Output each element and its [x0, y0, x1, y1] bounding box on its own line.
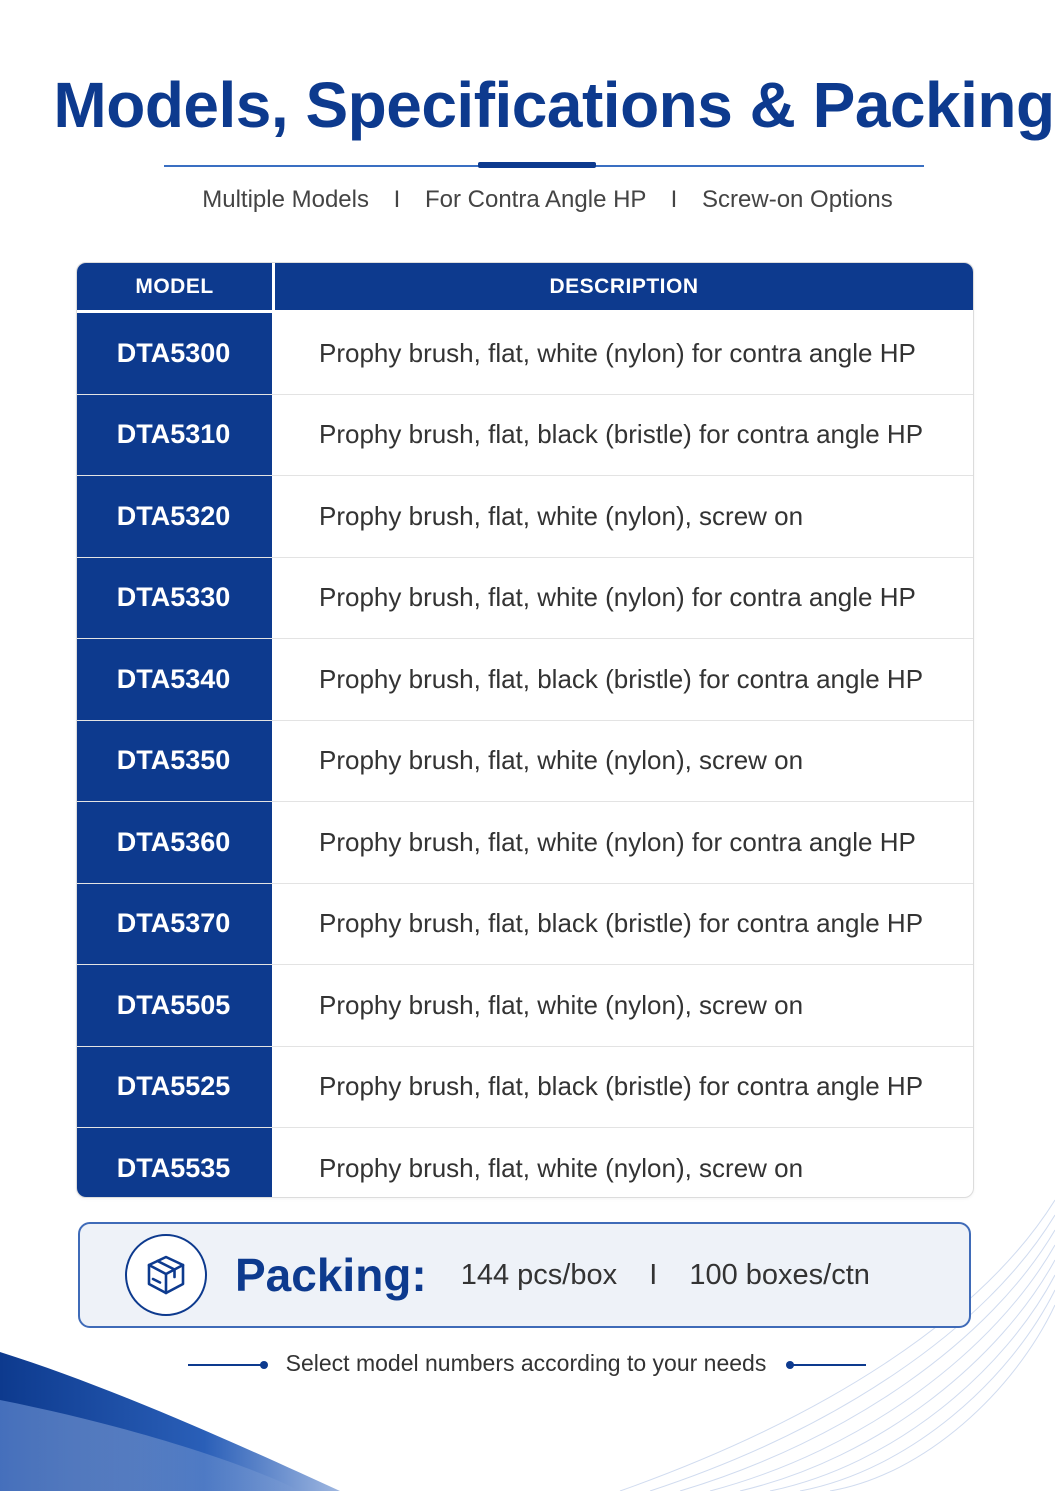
description-cell: Prophy brush, flat, white (nylon) for contra angle HP: [319, 582, 916, 613]
subtitle-item-screw-on: Screw-on Options: [702, 186, 893, 213]
description-cell: Prophy brush, flat, white (nylon) for contra angle HP: [319, 337, 916, 368]
description-cell: Prophy brush, flat, black (bristle) for contra angle HP: [319, 908, 924, 939]
packing-quantities: [461, 1259, 870, 1292]
table-header: [77, 263, 973, 310]
subtitle-item-models: Multiple Models: [202, 186, 369, 213]
description-cell: Prophy brush, flat, white (nylon), screw on: [319, 989, 804, 1020]
model-cell: DTA5360: [77, 802, 275, 883]
table-row: [77, 313, 973, 394]
subtitle-separator: I: [670, 186, 678, 213]
description-cell: Prophy brush, flat, white (nylon), screw on: [319, 745, 804, 776]
table-body: [77, 310, 973, 1198]
table-row: [77, 720, 973, 802]
table-row: [77, 638, 973, 720]
box-icon: [125, 1234, 207, 1316]
table-row: [77, 394, 973, 476]
table-row: [77, 883, 973, 965]
table-row: [77, 557, 973, 639]
model-cell: DTA5340: [77, 639, 275, 720]
page-title: Models, Specifications & Packing: [53, 69, 1055, 141]
model-cell: DTA5370: [77, 884, 275, 965]
packing-per-box: 144 pcs/box: [460, 1258, 618, 1291]
packing-panel: [78, 1222, 971, 1328]
model-cell: DTA5350: [77, 721, 275, 802]
description-cell: Prophy brush, flat, white (nylon), screw on: [319, 1152, 804, 1183]
packing-label: Packing:: [235, 1249, 427, 1301]
model-cell: DTA5320: [77, 476, 275, 557]
description-cell: Prophy brush, flat, black (bristle) for contra angle HP: [319, 663, 924, 694]
title-underline-accent: [478, 162, 596, 168]
footer-note: [0, 1348, 1055, 1382]
table-row: [77, 1127, 973, 1198]
models-table: [76, 262, 974, 1198]
packing-per-carton: 100 boxes/ctn: [689, 1258, 870, 1291]
footer-text: Select model numbers according to your needs: [285, 1350, 767, 1376]
description-cell: Prophy brush, flat, white (nylon) for contra angle HP: [319, 826, 916, 857]
table-row: [77, 475, 973, 557]
subtitle-item-contra-angle: For Contra Angle HP: [424, 186, 646, 213]
model-cell: DTA5300: [77, 313, 275, 394]
model-cell: DTA5505: [77, 965, 275, 1046]
description-cell: Prophy brush, flat, black (bristle) for contra angle HP: [319, 1071, 924, 1102]
column-header-description: DESCRIPTION: [549, 274, 699, 298]
model-cell: DTA5310: [77, 395, 275, 476]
table-row: [77, 1046, 973, 1128]
feature-subtitle: [0, 186, 1055, 214]
subtitle-separator: I: [393, 186, 401, 213]
description-cell: Prophy brush, flat, white (nylon), screw on: [319, 500, 804, 531]
model-cell: DTA5535: [77, 1128, 275, 1198]
column-header-model: MODEL: [77, 263, 275, 310]
table-row: [77, 964, 973, 1046]
table-row: [77, 801, 973, 883]
model-cell: DTA5330: [77, 558, 275, 639]
description-cell: Prophy brush, flat, black (bristle) for contra angle HP: [319, 419, 924, 450]
packing-separator: I: [649, 1258, 658, 1291]
model-cell: DTA5525: [77, 1047, 275, 1128]
footer-line-right: [792, 1364, 866, 1366]
